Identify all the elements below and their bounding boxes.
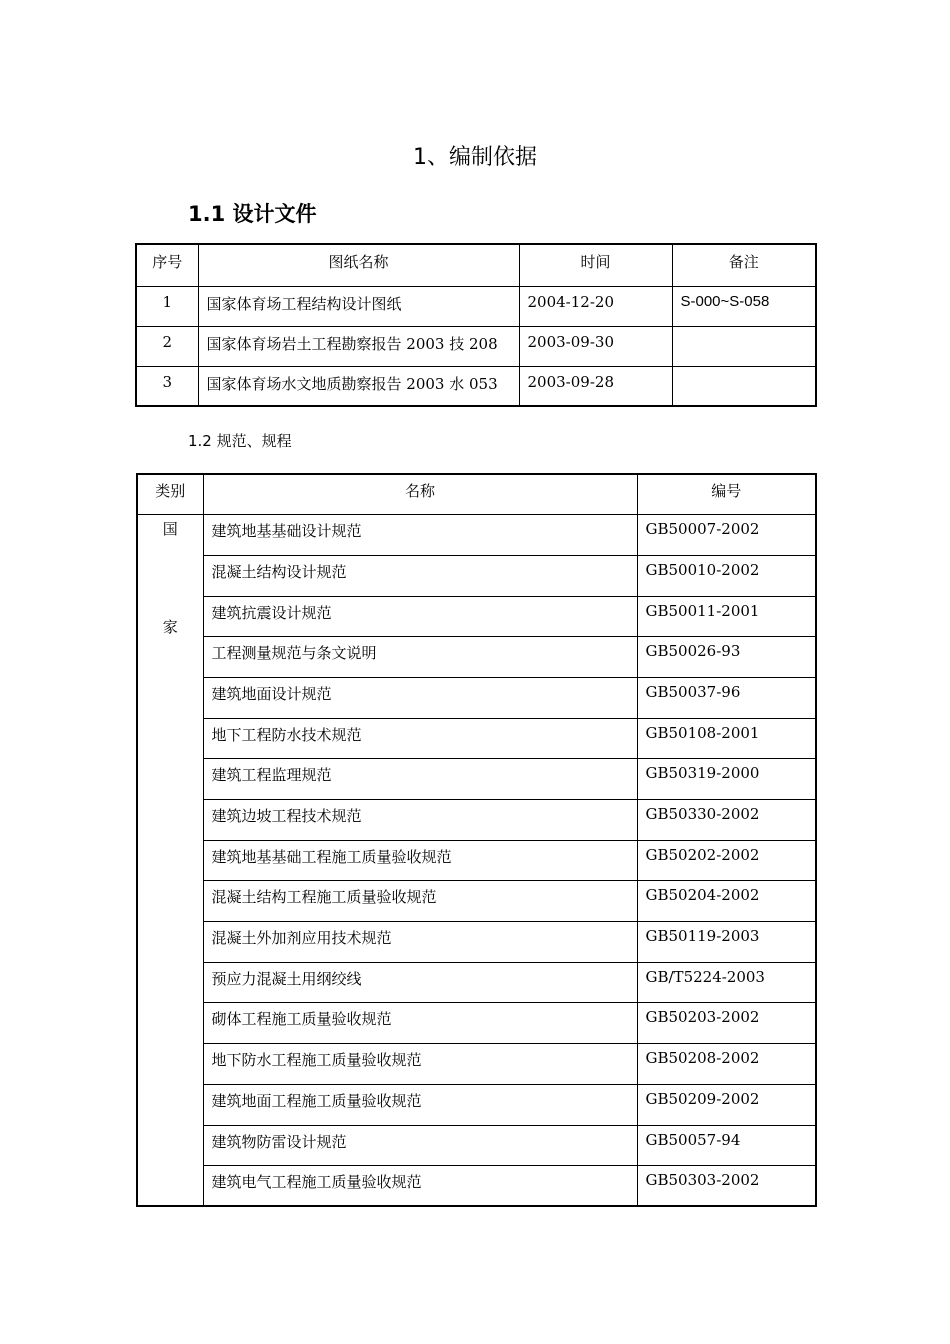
table-row [137, 840, 816, 881]
standard-code: GB50011-2001 [637, 596, 816, 637]
standard-name: 混凝土结构设计规范 [203, 555, 637, 596]
table-row [137, 555, 816, 596]
design-documents-table [135, 243, 817, 407]
standard-name: 建筑电气工程施工质量验收规范 [203, 1166, 637, 1207]
standard-name: 建筑抗震设计规范 [203, 596, 637, 637]
header-no: 序号 [136, 244, 198, 286]
table-row [137, 800, 816, 841]
row-no: 2 [136, 326, 198, 366]
table-row [137, 1166, 816, 1207]
row-name: 国家体育场岩土工程勘察报告 2003 技 208 [198, 326, 519, 366]
table-row [137, 962, 816, 1003]
standard-code: GB50204-2002 [637, 881, 816, 922]
header-code: 编号 [637, 474, 816, 515]
row-date: 2003-09-28 [519, 366, 672, 406]
table-header-row [137, 474, 816, 515]
table-row [137, 1084, 816, 1125]
standard-code: GB50319-2000 [637, 759, 816, 800]
standard-name: 建筑地面工程施工质量验收规范 [203, 1084, 637, 1125]
standard-name: 建筑工程监理规范 [203, 759, 637, 800]
standard-code: GB50209-2002 [637, 1084, 816, 1125]
header-note: 备注 [672, 244, 816, 286]
standard-name: 砌体工程施工质量验收规范 [203, 1003, 637, 1044]
table-row [137, 881, 816, 922]
row-name: 国家体育场工程结构设计图纸 [198, 286, 519, 326]
row-date: 2004-12-20 [519, 286, 672, 326]
standard-code: GB50119-2003 [637, 922, 816, 963]
page-title: 1、编制依据 [413, 145, 537, 170]
standard-name: 建筑地基基础工程施工质量验收规范 [203, 840, 637, 881]
standard-code: GB50037-96 [637, 677, 816, 718]
section-title-design-docs: 1.1 设计文件 [188, 202, 317, 226]
standard-code: GB50010-2002 [637, 555, 816, 596]
standard-code: GB50108-2001 [637, 718, 816, 759]
standard-name: 建筑边坡工程技术规范 [203, 800, 637, 841]
category-char: 国 [162, 520, 178, 539]
standard-name: 混凝土结构工程施工质量验收规范 [203, 881, 637, 922]
row-note [672, 326, 816, 366]
table-row [137, 596, 816, 637]
table-row [136, 326, 816, 366]
table-row [137, 759, 816, 800]
row-no: 3 [136, 366, 198, 406]
standard-name: 混凝土外加剂应用技术规范 [203, 922, 637, 963]
table-row [137, 718, 816, 759]
standard-name: 建筑地面设计规范 [203, 677, 637, 718]
standard-code: GB50303-2002 [637, 1166, 816, 1207]
table-row [137, 637, 816, 678]
row-note [672, 366, 816, 406]
row-name: 国家体育场水文地质勘察报告 2003 水 053 [198, 366, 519, 406]
row-no: 1 [136, 286, 198, 326]
section-title-standards: 1.2 规范、规程 [188, 432, 292, 450]
standard-code: GB50203-2002 [637, 1003, 816, 1044]
row-note: S-000~S-058 [672, 286, 816, 326]
standard-code: GB50208-2002 [637, 1044, 816, 1085]
category-cell [137, 515, 203, 1207]
table-row [137, 1003, 816, 1044]
standard-name: 地下工程防水技术规范 [203, 718, 637, 759]
standard-name: 工程测量规范与条文说明 [203, 637, 637, 678]
standard-code: GB50202-2002 [637, 840, 816, 881]
standard-code: GB50330-2002 [637, 800, 816, 841]
table-row [136, 286, 816, 326]
standards-table [136, 473, 817, 1207]
header-category: 类别 [137, 474, 203, 515]
row-date: 2003-09-30 [519, 326, 672, 366]
table-row [137, 922, 816, 963]
table-row [136, 366, 816, 406]
table-row [137, 515, 816, 556]
standard-code: GB50007-2002 [637, 515, 816, 556]
table-row [137, 1125, 816, 1166]
standard-code: GB/T5224-2003 [637, 962, 816, 1003]
standard-name: 建筑地基基础设计规范 [203, 515, 637, 556]
table-header-row [136, 244, 816, 286]
header-date: 时间 [519, 244, 672, 286]
standard-name: 地下防水工程施工质量验收规范 [203, 1044, 637, 1085]
standard-name: 预应力混凝土用纲绞线 [203, 962, 637, 1003]
standard-code: GB50057-94 [637, 1125, 816, 1166]
standard-name: 建筑物防雷设计规范 [203, 1125, 637, 1166]
table-row [137, 677, 816, 718]
standard-code: GB50026-93 [637, 637, 816, 678]
category-char: 家 [162, 618, 178, 637]
header-name: 名称 [203, 474, 637, 515]
table-row [137, 1044, 816, 1085]
header-drawing-name: 图纸名称 [198, 244, 519, 286]
